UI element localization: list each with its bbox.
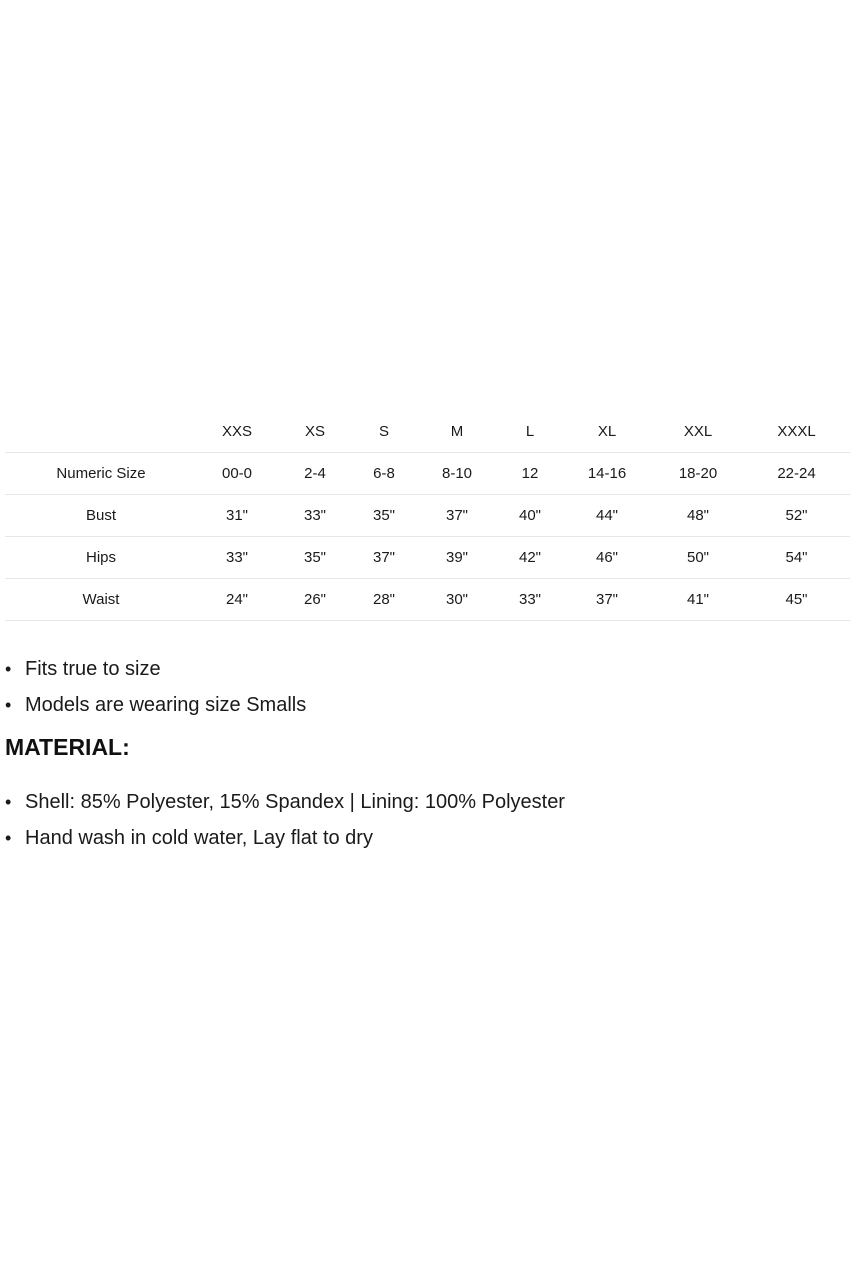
list-item — [5, 820, 565, 856]
row-label: Numeric Size — [5, 453, 197, 495]
table-cell: 54" — [743, 537, 850, 579]
table-row — [5, 537, 850, 579]
table-cell: 37" — [561, 579, 653, 621]
table-row — [5, 453, 850, 495]
list-item — [5, 784, 565, 820]
material-heading: MATERIAL: — [5, 734, 130, 760]
size-header-cell: XXS — [197, 410, 277, 453]
fit-note-text: Fits true to size — [25, 658, 161, 680]
size-chart-body — [5, 453, 850, 621]
row-label: Bust — [5, 495, 197, 537]
size-header-cell: XS — [277, 410, 353, 453]
fit-notes-list — [5, 651, 306, 723]
table-cell: 14-16 — [561, 453, 653, 495]
table-cell: 2-4 — [277, 453, 353, 495]
table-cell: 26" — [277, 579, 353, 621]
table-cell: 37" — [353, 537, 415, 579]
table-cell: 33" — [499, 579, 561, 621]
table-cell: 28" — [353, 579, 415, 621]
size-chart-table — [5, 410, 850, 621]
table-cell: 46" — [561, 537, 653, 579]
table-cell: 50" — [653, 537, 743, 579]
table-cell: 18-20 — [653, 453, 743, 495]
table-cell: 35" — [353, 495, 415, 537]
bullet-icon: • — [5, 792, 12, 812]
table-row — [5, 495, 850, 537]
table-cell: 22-24 — [743, 453, 850, 495]
size-header-row — [5, 410, 850, 453]
table-cell: 31" — [197, 495, 277, 537]
table-cell: 33" — [197, 537, 277, 579]
table-cell: 8-10 — [415, 453, 499, 495]
table-cell: 12 — [499, 453, 561, 495]
material-text: Shell: 85% Polyester, 15% Spandex | Lining: 100% Polyester — [25, 791, 565, 813]
table-cell: 24" — [197, 579, 277, 621]
table-row — [5, 579, 850, 621]
size-header-cell: S — [353, 410, 415, 453]
row-label: Hips — [5, 537, 197, 579]
table-cell: 48" — [653, 495, 743, 537]
table-cell: 52" — [743, 495, 850, 537]
table-cell: 42" — [499, 537, 561, 579]
table-cell: 00-0 — [197, 453, 277, 495]
size-header-cell: L — [499, 410, 561, 453]
bullet-icon: • — [5, 828, 12, 848]
table-cell: 44" — [561, 495, 653, 537]
table-cell: 45" — [743, 579, 850, 621]
material-text: Hand wash in cold water, Lay flat to dry — [25, 827, 373, 849]
size-header-corner — [5, 410, 197, 453]
table-cell: 35" — [277, 537, 353, 579]
fit-note-text: Models are wearing size Smalls — [25, 694, 307, 716]
bullet-icon: • — [5, 695, 12, 715]
table-cell: 40" — [499, 495, 561, 537]
material-list — [5, 784, 565, 856]
size-chart-header — [5, 410, 850, 453]
table-cell: 39" — [415, 537, 499, 579]
list-item — [5, 651, 306, 687]
row-label: Waist — [5, 579, 197, 621]
table-cell: 37" — [415, 495, 499, 537]
size-header-cell: M — [415, 410, 499, 453]
size-header-cell: XXXL — [743, 410, 850, 453]
table-cell: 41" — [653, 579, 743, 621]
table-cell: 33" — [277, 495, 353, 537]
table-cell: 6-8 — [353, 453, 415, 495]
size-header-cell: XL — [561, 410, 653, 453]
size-header-cell: XXL — [653, 410, 743, 453]
bullet-icon: • — [5, 659, 12, 679]
table-cell: 30" — [415, 579, 499, 621]
list-item — [5, 687, 306, 723]
